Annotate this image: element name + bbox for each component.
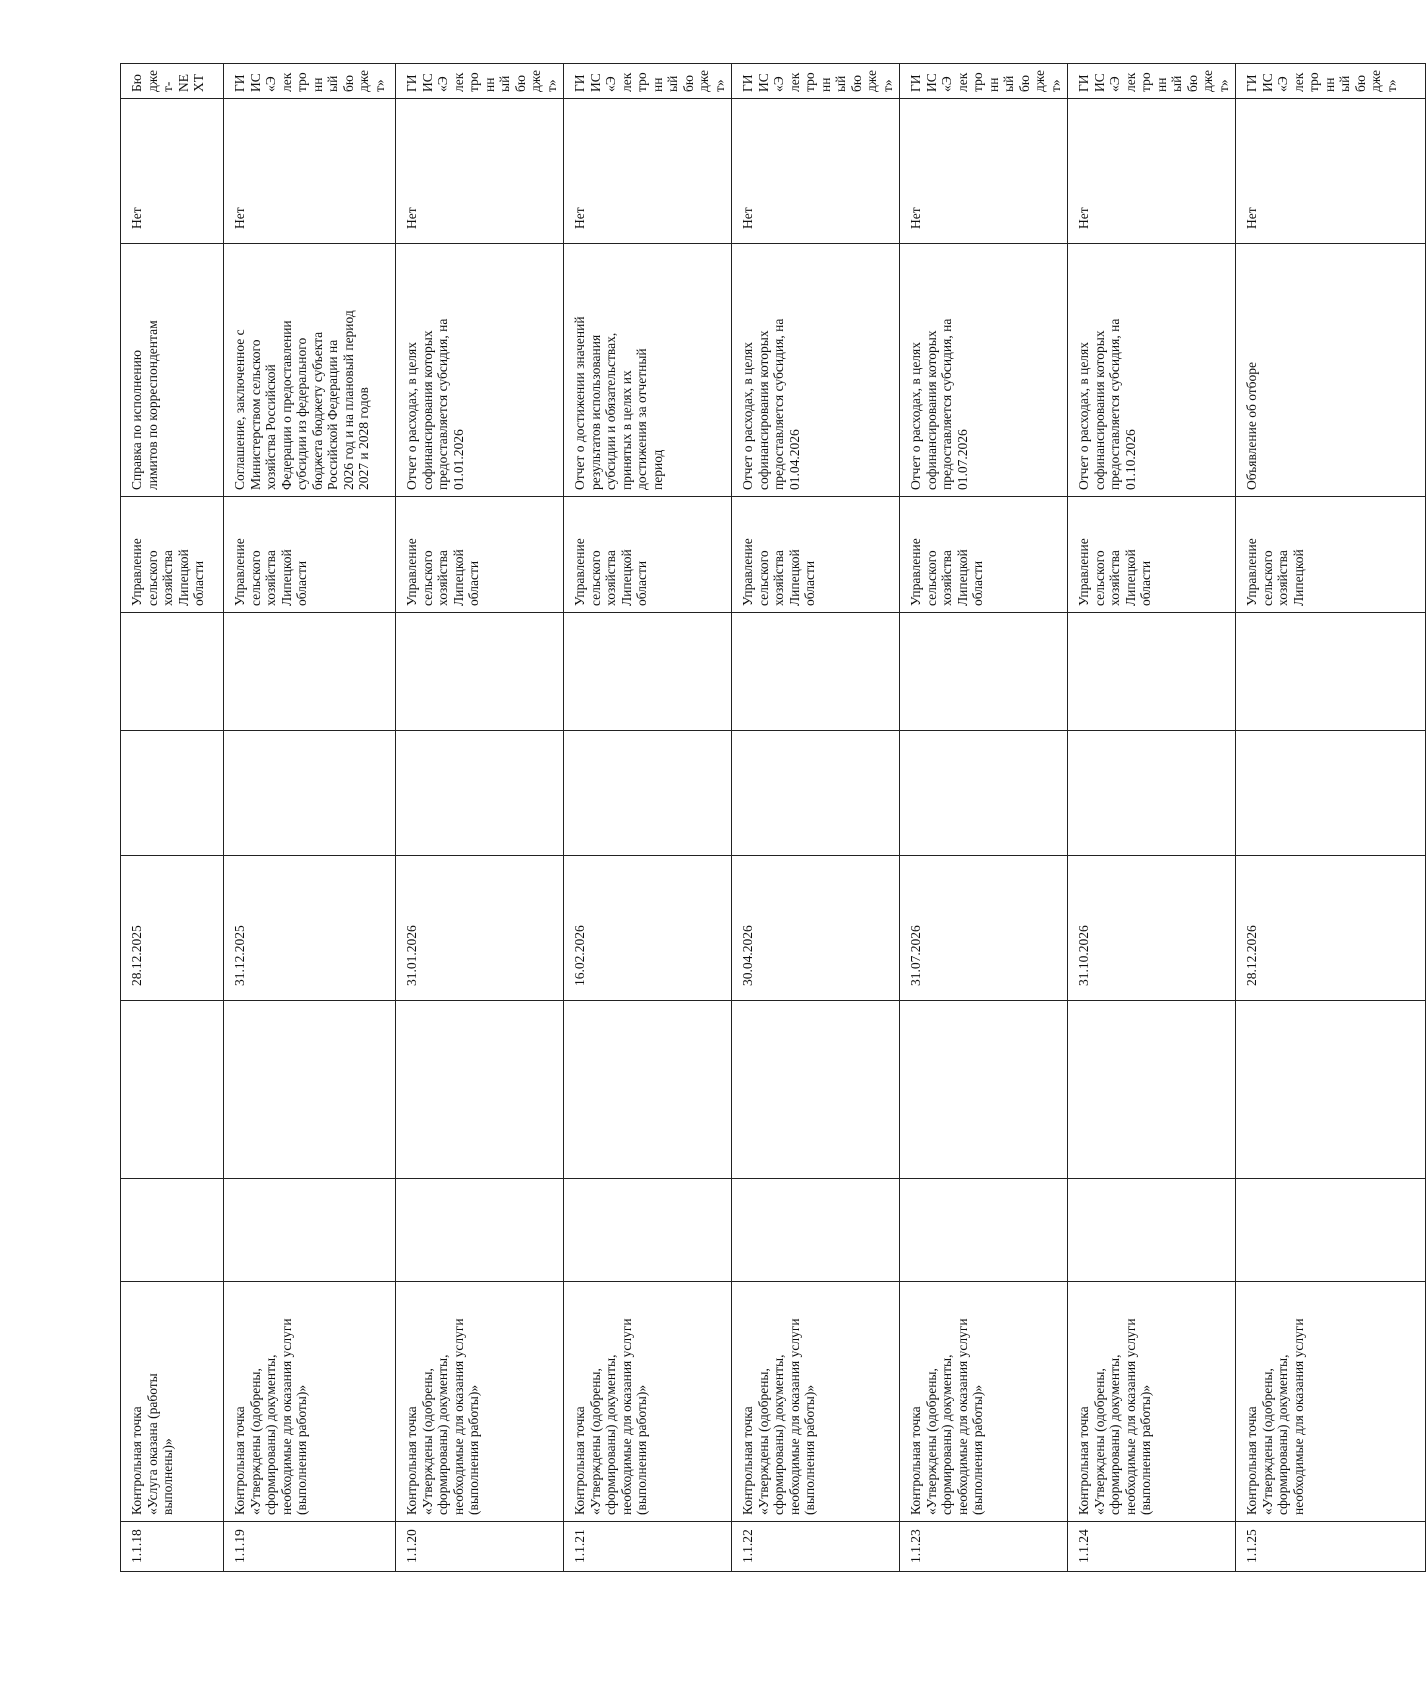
control-point-name: Контрольная точка «Утверждены (одобрены, сформированы) документы, необходимые для оказания услуги (выполнения работы)»	[732, 1282, 900, 1522]
empty-cell	[224, 731, 396, 856]
control-point-name: Контрольная точка «Утверждены (одобрены, сформированы) документы, необходимые для оказания услуги (выполнения работы)»	[396, 1282, 564, 1522]
information-system: ГИИС «Электронный бюджет»	[1236, 64, 1426, 99]
row-number: 1.1.24	[1068, 1522, 1236, 1572]
document-type: Справка по исполнению лимитов по корреспондентам	[121, 244, 224, 497]
table-row	[1068, 64, 1236, 1572]
due-date: 16.02.2026	[564, 856, 732, 1001]
control-point-name: Контрольная точка «Утверждены (одобрены, сформированы) документы, необходимые для оказания услуги (выполнения работы)»	[900, 1282, 1068, 1522]
document-type: Соглашение, заключенное с Министерством сельского хозяйства Российской Федерации о предоставлении субсидии из федерального бюджета бюджету субъекта Российской Федерации на 2026 год и на плановый период 2027 и 2028 годов	[224, 244, 396, 497]
due-date: 31.07.2026	[900, 856, 1068, 1001]
row-number: 1.1.25	[1236, 1522, 1426, 1572]
empty-cell	[121, 1179, 224, 1282]
empty-cell	[900, 1001, 1068, 1179]
control-point-name: Контрольная точка «Утверждены (одобрены, сформированы) документы, необходимые для оказания услуги (выполнения работы)»	[1068, 1282, 1236, 1522]
responsible-executor: Управление сельского хозяйства Липецкой области	[1068, 497, 1236, 613]
empty-cell	[1068, 1179, 1236, 1282]
empty-cell	[732, 1001, 900, 1179]
document-type: Отчет о расходах, в целях софинансирования которых предоставляется субсидия, на 01.01.2026	[396, 244, 564, 497]
empty-cell	[900, 731, 1068, 856]
empty-cell	[396, 1001, 564, 1179]
empty-cell	[732, 731, 900, 856]
empty-cell	[1068, 731, 1236, 856]
empty-cell	[564, 731, 732, 856]
table-row	[732, 64, 900, 1572]
row-number: 1.1.19	[224, 1522, 396, 1572]
flag-value: Нет	[396, 99, 564, 244]
empty-cell	[1236, 613, 1426, 731]
empty-cell	[1236, 1001, 1426, 1179]
empty-cell	[1068, 1001, 1236, 1179]
empty-cell	[564, 1179, 732, 1282]
control-point-name: Контрольная точка «Утверждены (одобрены, сформированы) документы, необходимые для оказания услуги (выполнения работы)»	[224, 1282, 396, 1522]
document-type: Отчет о расходах, в целях софинансирования которых предоставляется субсидия, на 01.10.2026	[1068, 244, 1236, 497]
empty-cell	[900, 613, 1068, 731]
responsible-executor: Управление сельского хозяйства Липецкой области	[396, 497, 564, 613]
due-date: 31.10.2026	[1068, 856, 1236, 1001]
control-point-name: Контрольная точка «Утверждены (одобрены, сформированы) документы, необходимые для оказания услуги (выполнения работы)»	[564, 1282, 732, 1522]
table-row	[396, 64, 564, 1572]
flag-value: Нет	[732, 99, 900, 244]
empty-cell	[396, 1179, 564, 1282]
information-system: ГИИС «Электронный бюджет»	[224, 64, 396, 99]
flag-value: Нет	[564, 99, 732, 244]
empty-cell	[564, 1001, 732, 1179]
empty-cell	[224, 1179, 396, 1282]
flag-value: Нет	[1068, 99, 1236, 244]
row-number: 1.1.22	[732, 1522, 900, 1572]
information-system: ГИИС «Электронный бюджет»	[900, 64, 1068, 99]
document-type: Отчет о достижении значений результатов использования субсидии и обязательствах, принятых в целях их достижения за отчетный период	[564, 244, 732, 497]
responsible-executor: Управление сельского хозяйства Липецкой области	[900, 497, 1068, 613]
empty-cell	[900, 1179, 1068, 1282]
empty-cell	[1236, 1179, 1426, 1282]
responsible-executor: Управление сельского хозяйства Липецкой области	[732, 497, 900, 613]
rotated-table-wrapper	[120, 64, 1399, 1572]
empty-cell	[121, 613, 224, 731]
responsible-executor: Управление сельского хозяйства Липецкой области	[121, 497, 224, 613]
empty-cell	[1068, 613, 1236, 731]
due-date: 28.12.2025	[121, 856, 224, 1001]
empty-cell	[121, 1001, 224, 1179]
control-point-name: Контрольная точка «Услуга оказана (работы выполнены)»	[121, 1282, 224, 1522]
due-date: 30.04.2026	[732, 856, 900, 1001]
row-number: 1.1.21	[564, 1522, 732, 1572]
document-type: Отчет о расходах, в целях софинансирования которых предоставляется субсидия, на 01.04.2026	[732, 244, 900, 497]
flag-value: Нет	[121, 99, 224, 244]
empty-cell	[224, 1001, 396, 1179]
control-point-name: Контрольная точка «Утверждены (одобрены, сформированы) документы, необходимые для оказания услуги	[1236, 1282, 1426, 1522]
table-row	[564, 64, 732, 1572]
information-system: ГИИС «Электронный бюджет»	[564, 64, 732, 99]
information-system: Бюджет-NEXT	[121, 64, 224, 99]
table-row	[224, 64, 396, 1572]
empty-cell	[396, 613, 564, 731]
table-row	[121, 64, 224, 1572]
due-date: 31.12.2025	[224, 856, 396, 1001]
flag-value: Нет	[1236, 99, 1426, 244]
due-date: 31.01.2026	[396, 856, 564, 1001]
responsible-executor: Управление сельского хозяйства Липецкой	[1236, 497, 1426, 613]
empty-cell	[224, 613, 396, 731]
information-system: ГИИС «Электронный бюджет»	[396, 64, 564, 99]
row-number: 1.1.23	[900, 1522, 1068, 1572]
responsible-executor: Управление сельского хозяйства Липецкой области	[564, 497, 732, 613]
document-type: Объявление об отборе	[1236, 244, 1426, 497]
row-number: 1.1.18	[121, 1522, 224, 1572]
control-points-table	[120, 63, 1426, 1572]
table-body	[121, 64, 1426, 1572]
empty-cell	[564, 613, 732, 731]
empty-cell	[732, 613, 900, 731]
information-system: ГИИС «Электронный бюджет»	[1068, 64, 1236, 99]
information-system: ГИИС «Электронный бюджет»	[732, 64, 900, 99]
empty-cell	[1236, 731, 1426, 856]
table-row	[1236, 64, 1426, 1572]
responsible-executor: Управление сельского хозяйства Липецкой области	[224, 497, 396, 613]
document-type: Отчет о расходах, в целях софинансирования которых предоставляется субсидия, на 01.07.2026	[900, 244, 1068, 497]
empty-cell	[121, 731, 224, 856]
empty-cell	[396, 731, 564, 856]
flag-value: Нет	[900, 99, 1068, 244]
table-row	[900, 64, 1068, 1572]
flag-value: Нет	[224, 99, 396, 244]
row-number: 1.1.20	[396, 1522, 564, 1572]
empty-cell	[732, 1179, 900, 1282]
due-date: 28.12.2026	[1236, 856, 1426, 1001]
